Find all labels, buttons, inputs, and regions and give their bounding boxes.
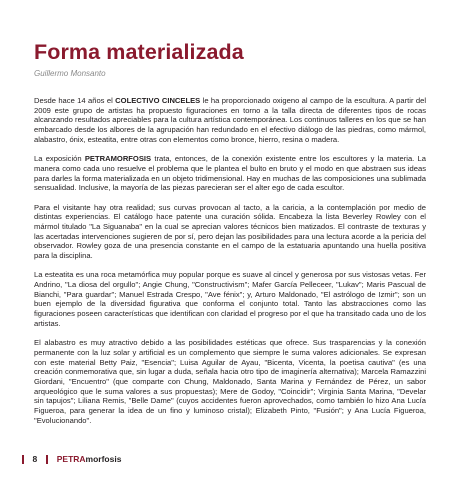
paragraph-1 [34,96,426,145]
paragraph-2 [34,154,426,193]
article-author: Guillermo Monsanto [34,69,106,78]
paragraph-5: El alabastro es muy atractivo debido a las posibilidades estéticas que ofrece. Sus trasparencias y la conexión permanente con la luz solar y artificial es un complemento que siempre le suma valores adicionales. Se expresan con este material Betty Paiz, "Esencia"; Luisa Aguilar de Ayau, "Bicenta, Vicenta, la poetisa cautiva" (es una creación conmemorativa que, sin lugar a duda, señala hacia otro tipo de imaginería alternativa); Marcela Ramazzini Giordani, "Encuentro" (que comparte con Chung, Maldonado, Santa Marina y Fernández de Pérez, un sabor arqueológico que le suma valores a sus propuestas); Mere de Godoy, "Coincidir"; Virginia Santa Marina, "Develar sin tapujos"; Liliana Remis, "Belle Dame" (cuyos accidentes fueron aprovechados, como también lo hizo Ana Lucía Figueroa, para generar la idea de un fino y luminoso cristal); Elizabeth Pinto, "Fusión"; y Ana Lucía Figueroa, "Evolucionando". [34,338,426,425]
paragraph-1-intro: Desde hace 14 años el [34,96,116,105]
footer-divider-right [46,455,48,464]
paragraph-2-rest: trata, entonces, de la conexión existente entre los escultores y la materia. La manera como cada uno resuelve el problema que le plantea el bulto en bruto y el modo en que abstraen sus ideas para darles la forma materializada en un objeto tridimensional. Hay en muchas de las composiciones una sublimada sensualidad. Inclusive, la mayoría de las piezas parecieran ser el alter ego de cada escultor. [34,154,426,193]
footer-divider-left [22,455,24,464]
brand-petra: PETRA [56,454,86,464]
paragraph-4: La esteatita es una roca metamórfica muy popular porque es suave al cincel y generosa por sus vistosas vetas. Fer Andrino, "La diosa del orgullo"; Angie Chung, "Constructivism"; Mafer García Pelleceer, "Lukav"; Maris Pascual de Bianchi, "Para guardar"; Manuel Estrada Crespo, "Ave fénix"; y, Arturo Maldonado, "El astrólogo de Izmir"; son un buen ejemplo de la diversidad figurativa que conforma el conjunto total. Tanto las abstracciones como las figuraciones poseen características que identifican con claridad el progreso por el que ha transitado cada uno de los artistas. [34,270,426,328]
paragraph-2-intro: La exposición [34,154,85,164]
article-body [34,96,426,435]
paragraph-3: Para el visitante hay otra realidad; sus curvas provocan al tacto, a la caricia, a la contemplación por medio de distintas experiencias. El catálogo hace patente una curación sólida. Encabeza la lista Beverley Rowley con el mármol titulado "La Siguanaba" en la cual se aprecian valores técnicos bien matizados. El contraste de texturas y las acertadas intervenciones sugieren de por sí, pero dejan las posibilidades para una lectura acorde a la pericia del observador. Rowley goza de una presencia constante en el campo de la estatuaria apuntando una huella positiva para la disciplina. [34,202,426,261]
page-number: 8 [32,454,38,464]
article-title: Forma materializada [34,40,244,64]
page-footer [22,454,121,464]
paragraph-1-rest: le ha proporcionado oxigeno al campo de la escultura. A partir del 2009 este grupo de artistas ha propuesto figuraciones en torno a la talla directa de diferentes tipos de rocas alcanzando resultados apreciables para la cultura artística contemporánea. Los continuos talleres en los que se han embarcado desde los albores de la agrupación han redundado en el efectivo diálogo de las piedras, como mármol, alabastro, ónix, esteatita, entre otras con elementos como bronce, hierro, resina o madera. [34,96,426,144]
collective-name: COLECTIVO CINCELES [115,96,201,105]
brand-morfosis: morfosis [85,454,122,464]
exhibition-name: PETRAMORFOSIS [84,154,152,164]
